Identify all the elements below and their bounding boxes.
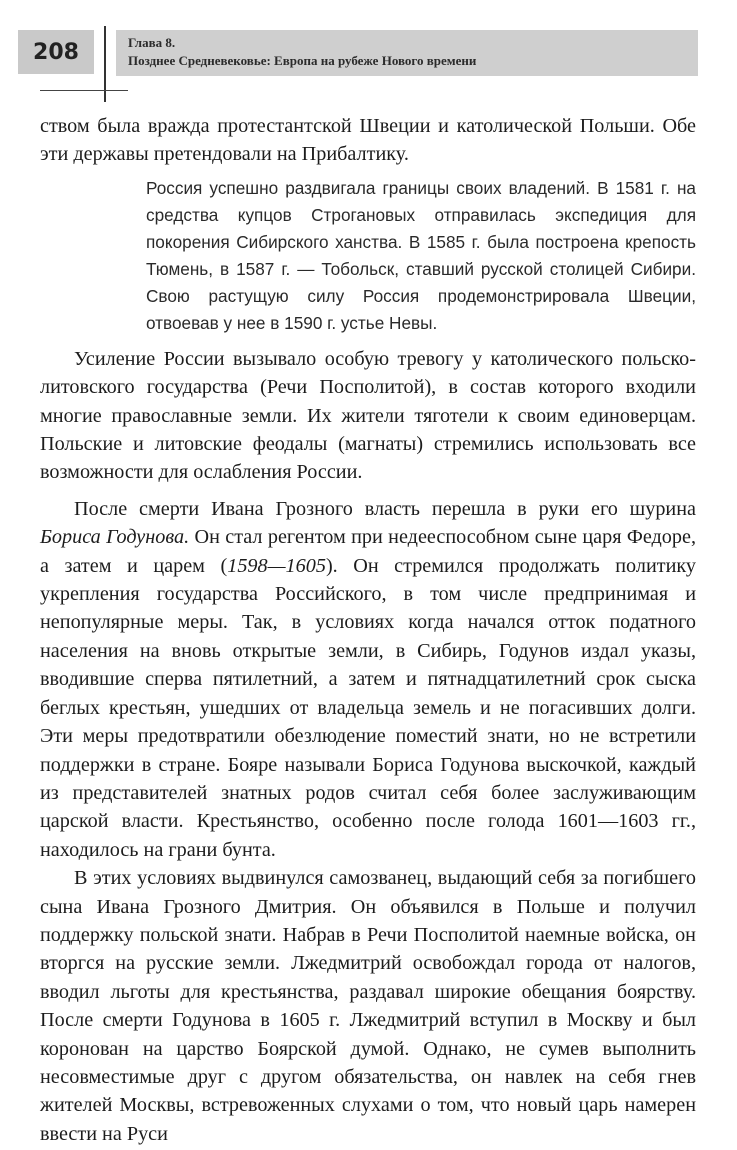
reign-years: 1598—1605: [227, 554, 326, 577]
page-number: 208: [18, 30, 94, 74]
boris-godunov-name: Бориса Годунова.: [40, 526, 190, 549]
sidebar-text: Россия успешно раздвигала границы своих владений. В 1581 г. на средства купцов Строгановых отправилась экспедиция для покорения Сибирского ханства. В 1585 г. была построена крепость Тюмень, в 1587 г. — Тобольск, ставший русской столицей Сибири. Свою растущую силу Россия продемонстрировала Швеции, отвоевав у нее в 1590 г. устье Невы.: [146, 177, 696, 333]
chapter-title: Позднее Средневековье: Европа на рубеже Нового времени: [128, 53, 477, 68]
page-header: [0, 0, 737, 100]
paragraph-gap: [40, 487, 696, 495]
paragraph-3: [40, 495, 696, 864]
paragraph-3-part-a: После смерти Ивана Грозного власть перешла в руки его шурина: [74, 497, 696, 520]
chapter-label: Глава 8.: [128, 35, 176, 50]
paragraph-4: В этих условиях выдвинулся самозванец, выдающий себя за погибшего сына Ивана Грозного Дмитрия. Он объявился в Польше и получил поддержку польской знати. Набрав в Речи Посполитой наемные войска, он вторгся на русские земли. Лжедмитрий освобождал города от налогов, вводил льготы для крестьянства, раздавал широкие обещания боярству. После смерти Годунова в 1605 г. Лжедмитрий вступил в Москву и был коронован на царство Боярской думой. Однако, не сумев выполнить несовместимые друг с другом обязательства, он навлек на себя гнев жителей Москвы, встревоженных слухами о том, что новый царь намерен ввести на Руси: [40, 867, 696, 1145]
paragraph-3-part-b: Он стал регентом при недееспособном сыне царя Федоре, а затем и царем (: [40, 526, 696, 577]
paragraph-1: ством была вражда протестантской Швеции и католической Польши. Обе эти державы претендовали на Прибалтику.: [40, 115, 696, 166]
page-body: [40, 112, 696, 1148]
paragraph-3-part-c: ). Он стремился продолжать политику укрепления государства Российского, в том числе предпринимая и непопулярные меры. Так, в условиях когда начался отток податного населения на вновь открытые земли, в Сибирь, Годунов издал указы, вводившие сперва пятилетний, а затем и пятнадцатилетний срок сыска беглых крестьян, ушедших от владельца земель и не погасивших долги. Эти меры предотвратили обезлюдение поместий знати, но не встретили поддержки в стране. Бояре называли Бориса Годунова выскочкой, каждый из представителей знатных родов считал себя более заслуживающим царской власти. Крестьянство, особенно после голода 1601—1603 гг., находилось на грани бунта.: [40, 554, 696, 861]
sidebar-note: [146, 175, 696, 337]
paragraph-2: Усиление России вызывало особую тревогу у католического польско-литовского государства (Речи Посполитой), в состав которого входили многие православные земли. Их жители тяготели к своим единоверцам. Польские и литовские феодалы (магнаты) стремились использовать все возможности для ослабления России.: [40, 347, 696, 484]
chapter-heading-band: [116, 30, 698, 76]
header-horizontal-rule: [40, 90, 128, 91]
